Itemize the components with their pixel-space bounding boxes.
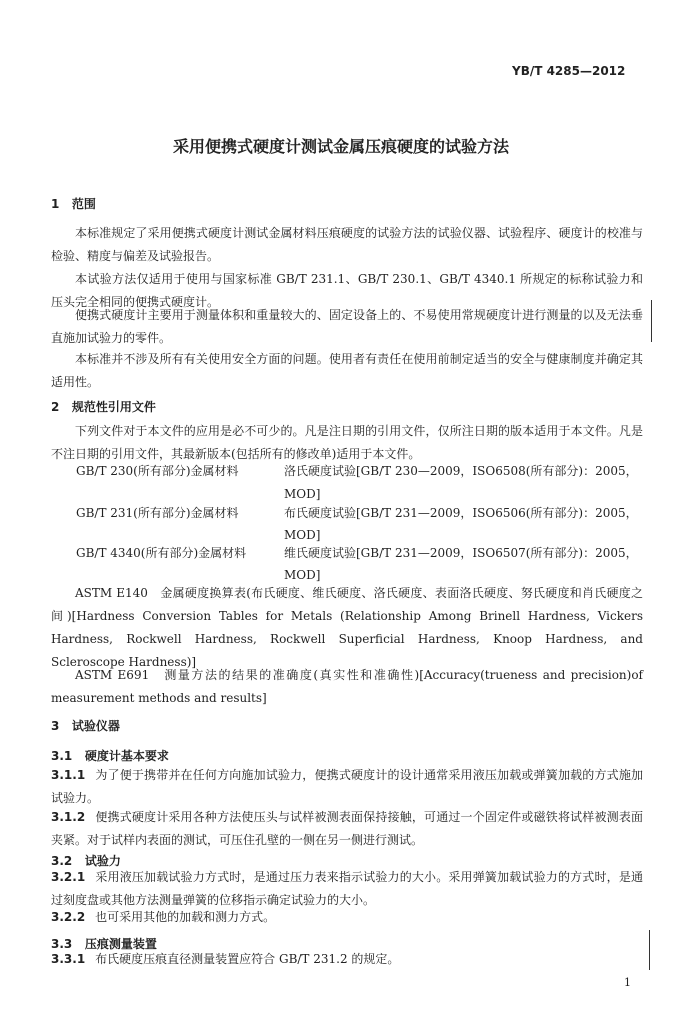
- clause-3-2-2-text: 也可采用其他的加载和测力方式。: [95, 910, 276, 924]
- clause-3-3-1-number: 3.3.1: [51, 952, 86, 966]
- subsection-3-1-heading: [51, 747, 169, 764]
- ref-gbt230-desc: 洛氏硬度试验[GB/T 230—2009，ISO6508(所有部分)：2005，: [284, 464, 638, 478]
- ref-gbt231-desc: 布氏硬度试验[GB/T 231—2009，ISO6506(所有部分)：2005，: [284, 506, 638, 520]
- ref-gbt231-cont: MOD]: [284, 528, 321, 542]
- section-1-number: 1: [51, 197, 60, 211]
- section-3-number: 3: [51, 719, 60, 733]
- clause-3-1-2: [51, 806, 643, 852]
- subsection-3-2-number: 3.2: [51, 854, 73, 868]
- subsection-3-1-title: 硬度计基本要求: [84, 749, 169, 763]
- clause-3-3-1: [51, 948, 643, 971]
- section-1-title: 范围: [71, 197, 96, 211]
- section-2-number: 2: [51, 400, 60, 414]
- standard-code: YB/T 4285—2012: [512, 64, 626, 78]
- clause-3-1-1-text: 为了便于携带并在任何方向施加试验力，便携式硬度计的设计通常采用液压加载或弹簧加载的方式施加试验力。: [51, 768, 643, 805]
- scope-para-3: 便携式硬度计主要用于测量体积和重量较大的、固定设备上的、不易使用常规硬度计进行测量的以及无法垂直施加试验力的零件。: [51, 308, 643, 345]
- scope-para-4: 本标准并不涉及所有有关使用安全方面的问题。使用者有责任在使用前制定适当的安全与健康制度并确定其适用性。: [51, 352, 643, 389]
- clause-3-1-1: [51, 764, 643, 810]
- section-2-heading: [51, 398, 156, 415]
- subsection-3-3-title: 压痕测量装置: [84, 937, 157, 951]
- clause-3-2-1-number: 3.2.1: [51, 870, 86, 884]
- revision-bar-2: [649, 930, 650, 970]
- section-2-title: 规范性引用文件: [71, 400, 156, 414]
- refs-intro: 下列文件对于本文件的应用是必不可少的。凡是注日期的引用文件，仅所注日期的版本适用于本文件。凡是不注日期的引用文件，其最新版本(包括所有的修改单)适用于本文件。: [51, 424, 643, 461]
- ref-gbt231-code: GB/T 231(所有部分)金属材料: [76, 506, 239, 520]
- scope-para-2: 本试验方法仅适用于使用与国家标准 GB/T 231.1、GB/T 230.1、GB/T 4340.1 所规定的标称试验力和压头完全相同的便携式硬度计。: [51, 272, 643, 309]
- section-3-heading: [51, 717, 120, 734]
- revision-bar: [651, 300, 652, 342]
- ref-astm-e140: ASTM E140 金属硬度换算表(布氏硬度、维氏硬度、洛氏硬度、表面洛氏硬度、努氏硬度和肖氏硬度之间)[Hardness Conversion Tables for Metals (Relationship Among Brinell Hardness, Vickers Hardness, Rockwell Hardness, Rockwell Superficial Hardness, Knoop Hardness, and Scleroscope Hardness)]: [51, 586, 643, 669]
- page-title: 采用便携式硬度计测试金属压痕硬度的试验方法: [172, 137, 509, 156]
- page-number: 1: [624, 976, 631, 989]
- clause-3-2-2-number: 3.2.2: [51, 910, 86, 924]
- clause-3-1-2-text: 便携式硬度计采用各种方法使压头与试样被测表面保持接触，可通过一个固定件或磁铁将试样被测表面夹紧。对于试样内表面的测试，可压住孔壁的一侧在另一侧进行测试。: [51, 810, 643, 847]
- ref-gbt230-cont: MOD]: [284, 487, 321, 501]
- clause-3-1-1-number: 3.1.1: [51, 768, 86, 782]
- ref-gbt4340-code: GB/T 4340(所有部分)金属材料: [76, 546, 247, 560]
- clause-3-3-1-text: 布氏硬度压痕直径测量装置应符合 GB/T 231.2 的规定。: [95, 952, 400, 966]
- ref-gbt230-code: GB/T 230(所有部分)金属材料: [76, 464, 239, 478]
- clause-3-2-1-text: 采用液压加载试验力方式时，是通过压力表来指示试验力的大小。采用弹簧加载试验力的方式时，是通过刻度盘或其他方法测量弹簧的位移指示确定试验力的大小。: [51, 870, 643, 907]
- subsection-3-2-title: 试验力: [84, 854, 121, 868]
- section-3-title: 试验仪器: [71, 719, 120, 733]
- subsection-3-3-number: 3.3: [51, 937, 73, 951]
- section-1-heading: [51, 195, 96, 212]
- ref-gbt4340-cont: MOD]: [284, 568, 321, 582]
- clause-3-2-2: [51, 906, 643, 929]
- scope-para-1: 本标准规定了采用便携式硬度计测试金属材料压痕硬度的试验方法的试验仪器、试验程序、硬度计的校准与检验、精度与偏差及试验报告。: [51, 226, 643, 263]
- subsection-3-1-number: 3.1: [51, 749, 73, 763]
- ref-gbt4340-desc: 维氏硬度试验[GB/T 231—2009，ISO6507(所有部分)：2005，: [284, 546, 638, 560]
- clause-3-1-2-number: 3.1.2: [51, 810, 86, 824]
- ref-astm-e691: ASTM E691 测量方法的结果的准确度(真实性和准确性)[Accuracy(trueness and precision)of measurement methods and results]: [51, 668, 643, 705]
